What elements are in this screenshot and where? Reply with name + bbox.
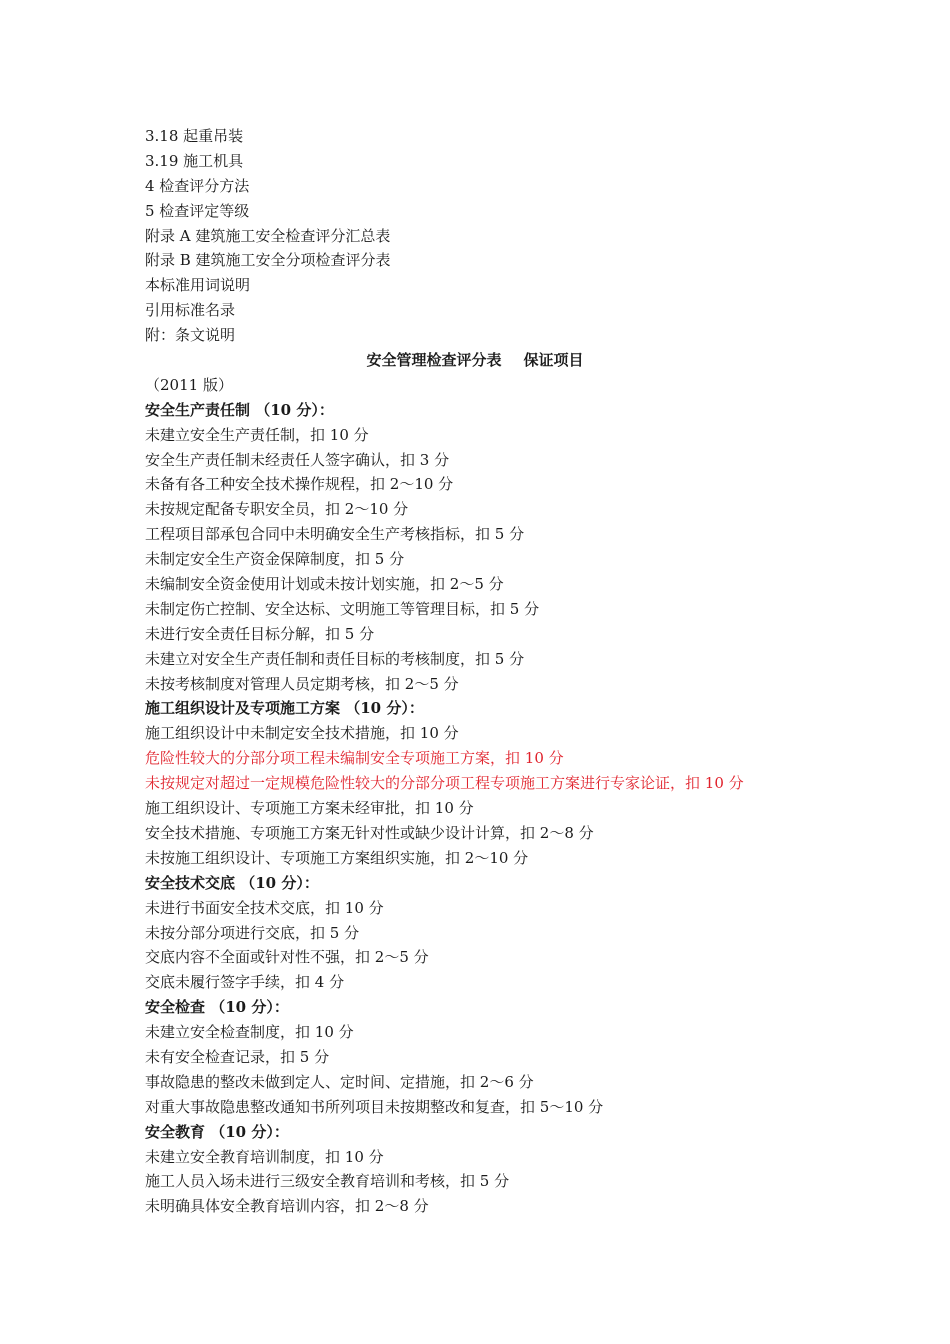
list-item: 安全生产责任制未经责任人签字确认，扣 3 分 — [145, 450, 450, 469]
list-item: 未按施工组织设计、专项施工方案组织实施，扣 2～10 分 — [145, 848, 529, 867]
toc-item: 本标准用词说明 — [145, 276, 251, 295]
list-item: 施工组织设计、专项施工方案未经审批，扣 10 分 — [145, 799, 474, 818]
list-item: 未建立对安全生产责任制和责任目标的考核制度，扣 5 分 — [145, 649, 525, 668]
list-item: 对重大事故隐患整改通知书所列项目未按期整改和复查，扣 5～10 分 — [145, 1097, 604, 1116]
toc-item: 附录 B 建筑施工安全分项检查评分表 — [145, 251, 391, 270]
section-safety-inspection — [145, 995, 845, 1119]
toc-item: 附：条文说明 — [145, 326, 236, 345]
list-item: 安全技术措施、专项施工方案无针对性或缺少设计计算，扣 2～8 分 — [145, 823, 594, 842]
list-item: 未制定伤亡控制、安全达标、文明施工等管理目标，扣 5 分 — [145, 599, 540, 618]
document-page — [145, 124, 845, 1219]
section-safety-education — [145, 1120, 845, 1220]
section-heading: 安全生产责任制 （10 分）： — [145, 400, 334, 419]
list-item: 未有安全检查记录，扣 5 分 — [145, 1047, 330, 1066]
list-item: 施工组织设计中未制定安全技术措施，扣 10 分 — [145, 724, 459, 743]
section-heading: 安全教育 （10 分）： — [145, 1122, 289, 1141]
list-item: 未建立安全检查制度，扣 10 分 — [145, 1023, 354, 1042]
list-item: 交底未履行签字手续，扣 4 分 — [145, 973, 345, 992]
list-item: 未制定安全生产资金保障制度，扣 5 分 — [145, 550, 405, 569]
list-item-highlighted: 未按规定对超过一定规模危险性较大的分部分项工程专项施工方案进行专家论证，扣 10 分 — [145, 774, 744, 793]
list-item: 未明确具体安全教育培训内容，扣 2～8 分 — [145, 1197, 429, 1216]
list-item: 交底内容不全面或针对性不强，扣 2～5 分 — [145, 948, 429, 967]
list-item: 未建立安全教育培训制度，扣 10 分 — [145, 1147, 384, 1166]
toc-item: 4 检查评分方法 — [145, 176, 250, 195]
section-heading: 安全技术交底 （10 分）： — [145, 873, 319, 892]
list-item: 未按分部分项进行交底，扣 5 分 — [145, 923, 360, 942]
list-item: 事故隐患的整改未做到定人、定时间、定措施，扣 2～6 分 — [145, 1072, 534, 1091]
title-main: 安全管理检查评分表 — [366, 351, 502, 370]
section-technical-briefing — [145, 871, 845, 995]
list-item: 工程项目部承包合同中未明确安全生产考核指标，扣 5 分 — [145, 525, 525, 544]
list-item: 未按考核制度对管理人员定期考核，扣 2～5 分 — [145, 674, 459, 693]
toc-item: 附录 A 建筑施工安全检查评分汇总表 — [145, 226, 391, 245]
list-item: 施工人员入场未进行三级安全教育培训和考核，扣 5 分 — [145, 1172, 510, 1191]
table-of-contents — [145, 124, 845, 348]
section-construction-plan — [145, 696, 845, 870]
toc-item: 引用标准名录 — [145, 301, 236, 320]
list-item: 未备有各工种安全技术操作规程，扣 2～10 分 — [145, 475, 454, 494]
toc-item: 3.19 施工机具 — [145, 151, 244, 170]
list-item: 未建立安全生产责任制，扣 10 分 — [145, 425, 369, 444]
toc-item: 5 检查评定等级 — [145, 201, 250, 220]
edition-note: （2011 版） — [145, 375, 233, 394]
section-heading: 安全检查 （10 分）： — [145, 998, 289, 1017]
toc-item: 3.18 起重吊装 — [145, 127, 244, 145]
title-sub: 保证项目 — [523, 351, 584, 370]
list-item: 未进行安全责任目标分解，扣 5 分 — [145, 624, 375, 643]
list-item: 未按规定配备专职安全员，扣 2～10 分 — [145, 500, 409, 519]
page-title — [145, 348, 805, 373]
list-item-highlighted: 危险性较大的分部分项工程未编制安全专项施工方案，扣 10 分 — [145, 749, 564, 768]
list-item: 未编制安全资金使用计划或未按计划实施，扣 2～5 分 — [145, 575, 504, 594]
section-heading: 施工组织设计及专项施工方案 （10 分）： — [145, 699, 424, 718]
section-safety-responsibility — [145, 398, 845, 697]
list-item: 未进行书面安全技术交底，扣 10 分 — [145, 898, 384, 917]
